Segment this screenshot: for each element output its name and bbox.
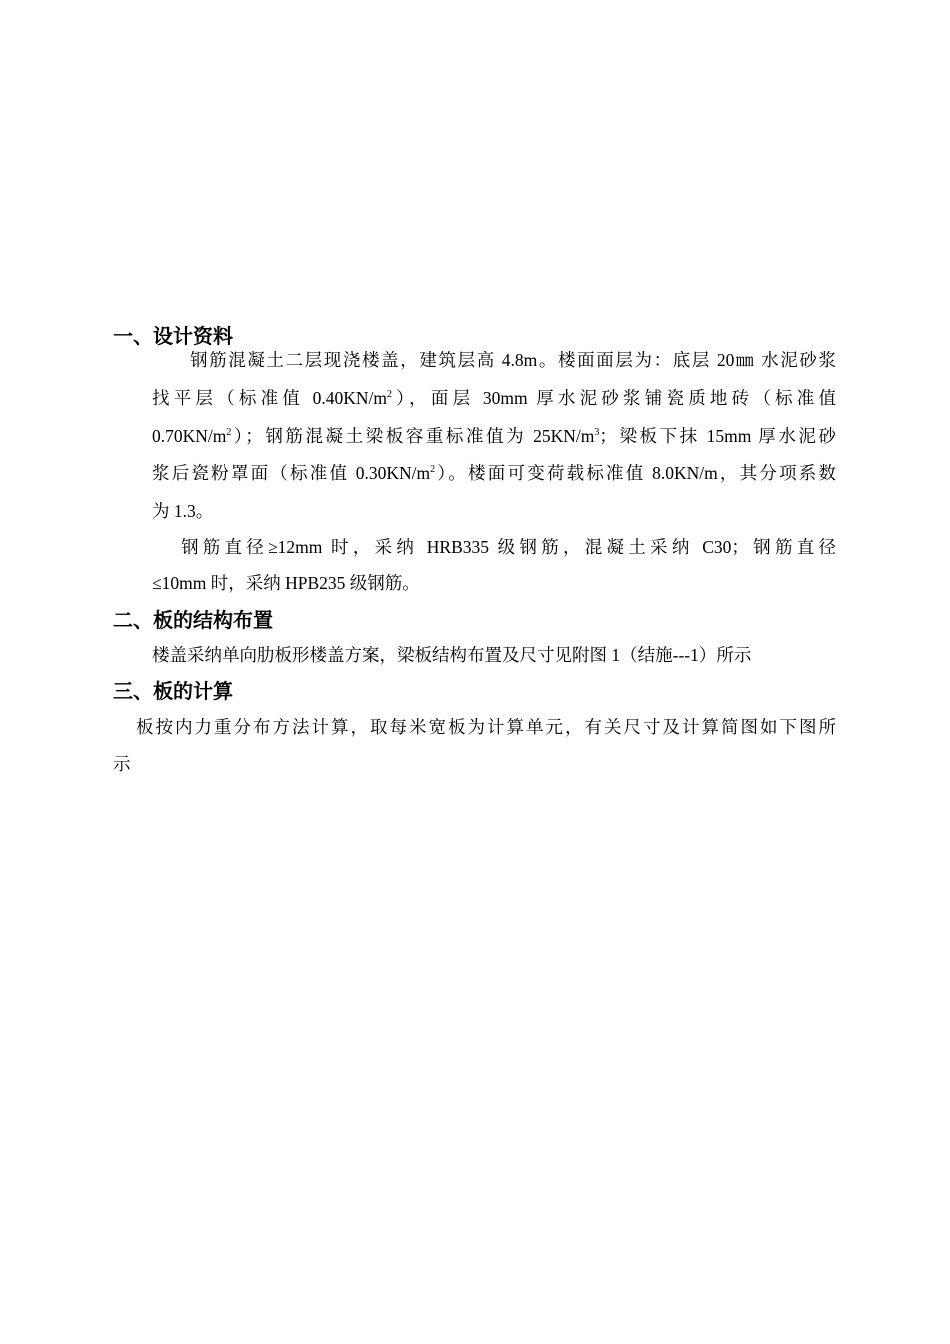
section-heading-slab-layout: 二、板的结构布置 <box>113 608 273 632</box>
section-heading-slab-calculation: 三、板的计算 <box>113 679 233 703</box>
paragraph-line: 浆后瓷粉罩面（标准值 $0.30KN/m^2$）。楼面可变荷载标准值 8.0KN/m，其分项系数 <box>152 463 837 483</box>
paragraph-line: $0.70KN/m^2$）；钢筋混凝土梁板容重标准值为 $25KN/m^3$；梁板下抹 15mm 厚水泥砂 <box>152 426 837 446</box>
paragraph-line: 找平层（标准值 $0.40KN/m^2$），面层 30mm 厚水泥砂浆铺瓷质地砖（标准值 <box>152 388 836 408</box>
paragraph-line: ≤10mm 时，采纳 HPB235 级钢筋。 <box>152 573 420 593</box>
paragraph-line: 为 1.3。 <box>152 501 214 521</box>
paragraph-line: 钢筋直径≥12mm 时，采纳 HRB335 级钢筋，混凝土采纳 C30；钢筋直径 <box>181 537 836 557</box>
paragraph-line: 楼盖采纳单向肋板形楼盖方案，梁板结构布置及尺寸见附图 1（结施---1）所示 <box>152 645 752 665</box>
paragraph-line: 示 <box>113 754 131 774</box>
paragraph-line: 板按内力重分布方法计算，取每米宽板为计算单元，有关尺寸及计算简图如下图所 <box>136 717 836 737</box>
section-heading-design-data: 一、设计资料 <box>113 324 233 348</box>
paragraph-line: 钢筋混凝土二层现浇楼盖，建筑层高 4.8m。楼面面层为：底层 20㎜ 水泥砂浆 <box>190 350 836 370</box>
